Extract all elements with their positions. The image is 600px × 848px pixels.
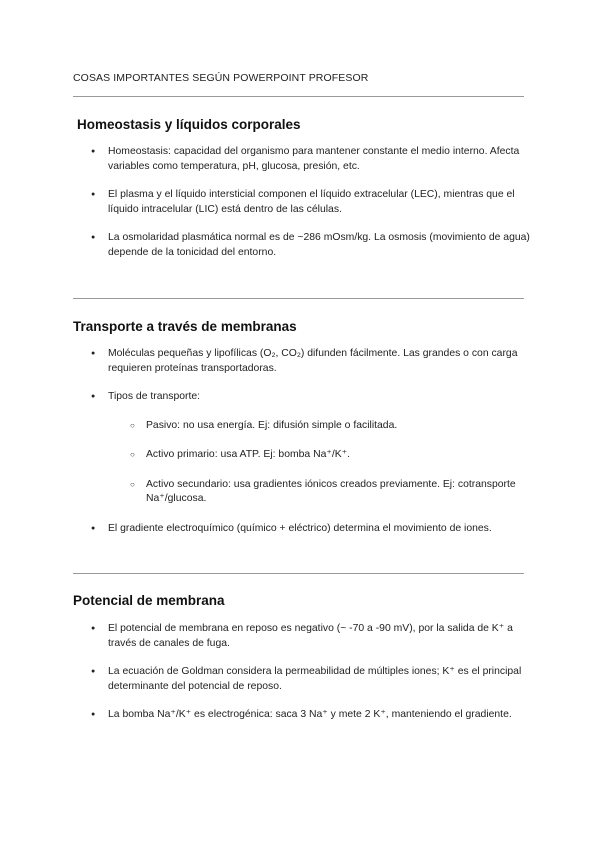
sublist-item: ○ Activo primario: usa ATP. Ej: bomba Na⁺/K⁺.	[130, 448, 531, 463]
document-header: COSAS IMPORTANTES SEGÚN POWERPOINT PROFESOR	[73, 72, 369, 84]
list-item: ● Homeostasis: capacidad del organismo para mantener constante el medio interno. Afecta variables como temperatura, pH, glucosa, presión, etc.	[91, 145, 531, 174]
homeostasis-list	[91, 145, 531, 260]
list-item: ● La osmolaridad plasmática normal es de ~286 mOsm/kg. La osmosis (movimiento de agua) depende de la tonicidad del entorno.	[91, 231, 531, 260]
transport-types-sublist	[108, 419, 531, 507]
sublist-item: ○ Activo secundario: usa gradientes iónicos creados previamente. Ej: cotransporte Na⁺/glucosa.	[130, 478, 531, 507]
list-item: ● La ecuación de Goldman considera la permeabilidad de múltiples iones; K⁺ es el principal determinante del potencial de reposo.	[91, 665, 531, 694]
section-title-homeostasis: Homeostasis y líquidos corporales	[77, 117, 301, 132]
list-item: ● El plasma y el líquido intersticial componen el líquido extracelular (LEC), mientras que el líquido intracelular (LIC) está dentro de las células.	[91, 188, 531, 217]
list-item: ● Moléculas pequeñas y lipofílicas (O₂, CO₂) difunden fácilmente. Las grandes o con carga requieren proteínas transportadoras.	[91, 347, 531, 376]
transporte-list	[91, 347, 531, 536]
divider	[73, 96, 524, 97]
list-item: ● La bomba Na⁺/K⁺ es electrogénica: saca 3 Na⁺ y mete 2 K⁺, manteniendo el gradiente.	[91, 708, 531, 723]
section-title-potencial: Potencial de membrana	[73, 593, 225, 608]
list-item: ● El gradiente electroquímico (químico + eléctrico) determina el movimiento de iones.	[91, 522, 531, 537]
list-item: ● El potencial de membrana en reposo es negativo (~ -70 a -90 mV), por la salida de K⁺ a través de canales de fuga.	[91, 622, 531, 651]
divider	[73, 298, 524, 299]
list-item-text: Tipos de transporte:	[108, 391, 201, 402]
divider	[73, 573, 524, 574]
section-title-transporte: Transporte a través de membranas	[73, 319, 297, 334]
list-item	[91, 390, 531, 507]
sublist-item: ○ Pasivo: no usa energía. Ej: difusión simple o facilitada.	[130, 419, 531, 434]
potencial-list	[91, 622, 531, 723]
